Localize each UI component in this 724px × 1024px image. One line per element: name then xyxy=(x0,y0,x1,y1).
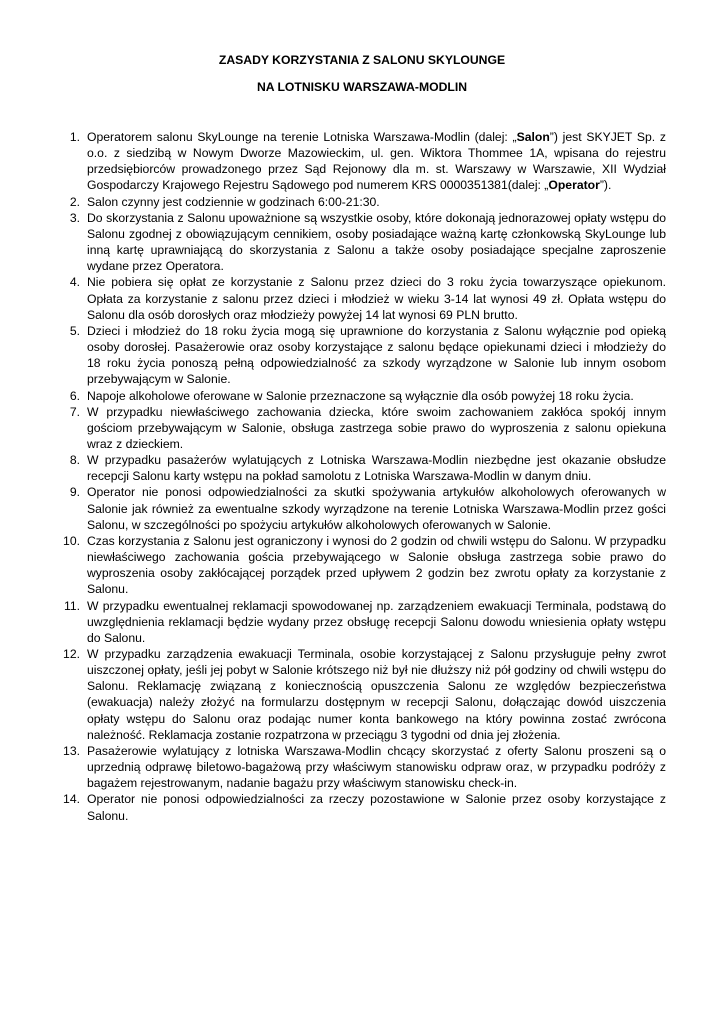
rule-number: 6. xyxy=(69,388,80,403)
rule-item xyxy=(60,210,666,275)
rule-number: 10. xyxy=(63,533,80,548)
rule-text: Napoje alkoholowe oferowane w Salonie przeznaczone są wyłącznie dla osób powyżej 18 roku życia. xyxy=(87,388,634,403)
rule-number: 11. xyxy=(63,598,80,613)
rule-text: Operator nie ponosi odpowiedzialności za rzeczy pozostawione w Salonie przez osoby korzystające z Salonu. xyxy=(87,792,666,823)
rule-text-part: ”). xyxy=(599,178,612,193)
rule-item xyxy=(60,646,666,743)
rule-text: W przypadku ewentualnej reklamacji spowodowanej np. zarządzeniem ewakuacji Terminala, podstawą do uwzględnienia reklamacji będzie wydany przez obsługę recepcji Salonu dowodu wniesienia opłaty wstępu do Salonu. xyxy=(87,598,666,645)
rule-text-part: Operatorem salonu SkyLounge na terenie Lotniska Warszawa-Modlin (dalej: „ xyxy=(87,130,517,144)
rule-item xyxy=(60,404,666,452)
rule-text: W przypadku niewłaściwego zachowania dziecka, które swoim zachowaniem zakłóca spokój innym gościom przebywającym w Salonie, obsługa zastrzega sobie prawo do wyproszenia z salonu opiekuna wraz z dzieckiem. xyxy=(87,404,666,451)
rule-number: 12. xyxy=(63,647,80,661)
rule-number: 9. xyxy=(69,485,80,500)
rule-item xyxy=(60,388,666,404)
rule-text: Nie pobiera się opłat ze korzystanie z Salonu przez dzieci do 3 roku życia towarzyszące opiekunom. Opłata za korzystanie z salonu przez dzieci i młodzież w wieku 3-14 lat wynosi 49 zł. Opłata wstępu do Salonu dla osób dorosłych oraz młodzieży powyżej 14 lat wynosi 69 PLN brutto. xyxy=(87,275,666,322)
rule-number: 8. xyxy=(69,453,80,468)
rule-text: Salon czynny jest codziennie w godzinach 6:00-21:30. xyxy=(87,194,380,209)
rule-number: 2. xyxy=(69,194,80,209)
rule-item xyxy=(60,323,666,388)
rule-text: Pasażerowie wylatujący z lotniska Warszawa-Modlin chcący skorzystać z oferty Salonu proszeni są o uprzednią odprawę biletowo-bagażową przy właściwym stanowisku odpraw oraz, w przypadku podróży z bagażem rejestrowanym, nadanie bagażu przy właściwym stanowisku check-in. xyxy=(87,743,666,791)
rule-number: 14. xyxy=(63,792,80,807)
rule-item xyxy=(60,598,666,646)
rule-item xyxy=(60,194,666,210)
rule-number: 13. xyxy=(63,743,80,758)
rule-number: 7. xyxy=(69,404,80,419)
rule-item xyxy=(60,452,666,484)
rules-list xyxy=(60,129,666,824)
rule-item xyxy=(60,274,666,322)
rule-text: W przypadku pasażerów wylatujących z Lotniska Warszawa-Modlin niezbędne jest okazanie obsłudze recepcji Salonu karty wstępu na pokład samolotu z Lotniska Warszawa-Modlin w danym dniu. xyxy=(87,453,666,484)
rule-text: Dzieci i młodzież do 18 roku życia mogą się uprawnione do korzystania z Salonu wyłącznie pod opieką osoby dorosłej. Pasażerowie oraz osoby korzystające z salonu będące opiekunami dzieci i młodzieży do 18 roku życia ponoszą pełną odpowiedzialność za szkody wyrządzone w Salonie lub innym osobom przebywającym w Salonie. xyxy=(87,323,666,387)
operator-term: Operator xyxy=(548,178,600,193)
rule-text: Operator nie ponosi odpowiedzialności za skutki spożywania artykułów alkoholowych oferowanych w Salonie jak również za ewentualne szkody wyrządzone na terenie Lotniska Warszawa-Modlin przez gości Salonu, w szczególności po spożyciu artykułów alkoholowych oferowanych w Salonie. xyxy=(87,485,666,532)
rule-text-part: ”) jest SKYJET Sp. z o.o. z siedzibą w Nowym Dworze Mazowieckim, ul. gen. Wiktora Thommee 1A, wpisana do rejestru przedsiębiorców prowadzonego przez Sąd Rejonowy dla m. st. Warszawy w Warszawie, XII Wydział Gospodarczy Krajowego Rejestru Sądowego pod numerem KRS 0000351381(dalej: „ xyxy=(87,130,666,193)
rule-number: 1. xyxy=(69,130,80,144)
rule-item xyxy=(60,129,666,194)
document-title: ZASADY KORZYSTANIA Z SALONU SKYLOUNGE xyxy=(218,53,506,67)
rule-number: 5. xyxy=(69,323,80,338)
rule-item xyxy=(60,533,666,598)
rule-item xyxy=(60,791,666,823)
rule-text xyxy=(87,130,666,192)
rule-item xyxy=(60,743,666,791)
document-subtitle: NA LOTNISKU WARSZAWA-MODLIN xyxy=(256,80,468,94)
rule-number: 4. xyxy=(69,275,80,290)
rule-item xyxy=(60,484,666,532)
salon-term: Salon xyxy=(516,130,550,144)
rule-number: 3. xyxy=(69,210,80,225)
rule-text: Czas korzystania z Salonu jest ograniczony i wynosi do 2 godzin od chwili wstępu do Salonu. W przypadku niewłaściwego zachowania gościa przebywającego w Salonie obsługa zastrzega sobie prawo do wyproszenia osoby zakłócającej porządek przed upływem 2 godzin bez zwrotu opłaty za korzystanie z Salonu. xyxy=(87,533,666,597)
rule-text: W przypadku zarządzenia ewakuacji Terminala, osobie korzystającej z Salonu przysługuje pełny zwrot uiszczonej opłaty, jeśli jej pobyt w Salonie krótszego niż był nie dłuższy niż pół godziny od chwili wstępu do Salonu. Reklamację związaną z koniecznością opuszczenia Salonu ze względów bezpieczeństwa (ewakuacja) należy złożyć na formularzu dostępnym w recepcji Salonu, dołączając dowód uiszczenia opłaty wstępu do Salonu oraz podając numer konta bankowego na który powinna zostać zwrócona należność. Reklamacja zostanie rozpatrzona w przeciągu 3 tygodni od dnia jej złożenia. xyxy=(87,647,666,742)
rule-text: Do skorzystania z Salonu upoważnione są wszystkie osoby, które dokonają jednorazowej opłaty wstępu do Salonu zgodnej z obowiązującym cennikiem, osoby posiadające ważną kartę członkowską SkyLounge lub inną kartę uprawniającą do skorzystania z Salonu a także osoby posiadające specjalne zaproszenie wydane przez Operatora. xyxy=(87,210,666,274)
